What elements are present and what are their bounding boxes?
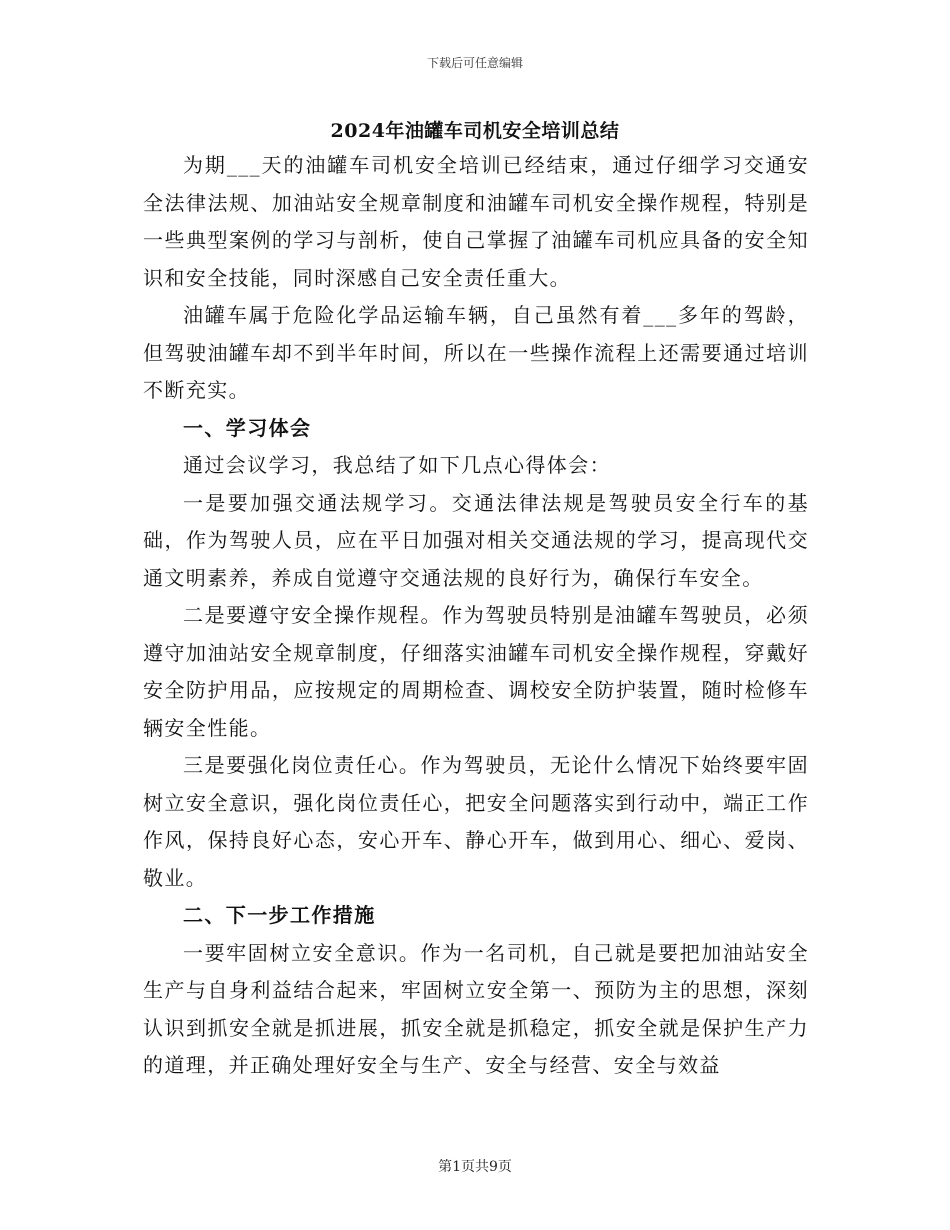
paragraph-point-one: 一是要加强交通法规学习。交通法律法规是驾驶员安全行车的基础，作为驾驶人员，应在平日加强对相关交通法规的学习，提高现代交通文明素养，养成自觉遵守交通法规的良好行为，确保行车安全。 [143, 490, 809, 590]
document-title: 2024年油罐车司机安全培训总结 [330, 120, 620, 142]
paragraph-intro: 为期___天的油罐车司机安全培训已经结束，通过仔细学习交通安全法律法规、加油站安全规章制度和油罐车司机安全操作规程，特别是一些典型案例的学习与剖析，使自己掌握了油罐车司机应具备的安全知识和安全技能，同时深感自己安全责任重大。 [143, 153, 809, 290]
paragraph-point-two: 二是要遵守安全操作规程。作为驾驶员特别是油罐车驾驶员，必须遵守加油站安全规章制度，仔细落实油罐车司机安全操作规程，穿戴好安全防护用品，应按规定的周期检查、调校安全防护装置，随时检修车辆安全性能。 [143, 603, 809, 740]
header-note: 下载后可任意编辑 [426, 56, 523, 70]
page-number: 第1页共9页 [438, 1159, 512, 1175]
paragraph-background: 油罐车属于危险化学品运输车辆，自己虽然有着___多年的驾龄，但驾驶油罐车却不到半年时间，所以在一些操作流程上还需要通过培训不断充实。 [143, 303, 809, 402]
paragraph-point-three: 三是要强化岗位责任心。作为驾驶员，无论什么情况下始终要牢固树立安全意识，强化岗位责任心，把安全问题落实到行动中，端正工作作风，保持良好心态，安心开车、静心开车，做到用心、细心、爱岗、敬业。 [143, 753, 809, 890]
document-body [143, 147, 809, 1085]
section-heading-learning: 一、学习体会 [183, 415, 312, 440]
paragraph-summary-lead: 通过会议学习，我总结了如下几点心得体会： [183, 453, 611, 477]
section-heading-next-steps: 二、下一步工作措施 [183, 903, 376, 927]
paragraph-measure-one: 一要牢固树立安全意识。作为一名司机，自己就是要把加油站安全生产与自身利益结合起来，牢固树立安全第一、预防为主的思想，深刻认识到抓安全就是抓进展，抓安全就是抓稳定，抓安全就是保护生产力的道理，并正确处理好安全与生产、安全与经营、安全与效益 [143, 940, 809, 1077]
